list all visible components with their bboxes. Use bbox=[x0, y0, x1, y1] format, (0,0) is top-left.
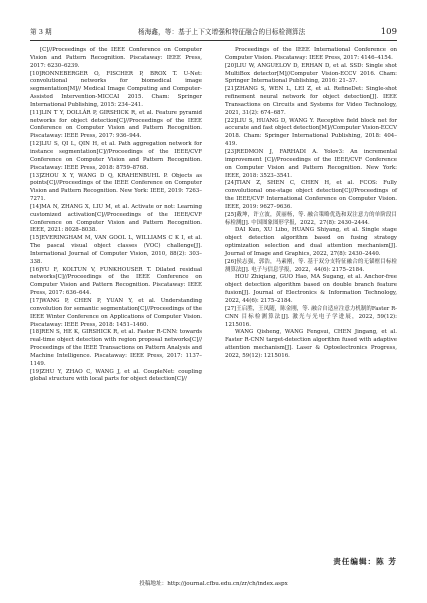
reference-text: ZHU Y, ZHAO C, WANG J, et al. CoupleNet: coupling global structure with local parts for object detection[C]// bbox=[30, 368, 202, 383]
reference-text: ZHANG S, WEN L, LEI Z, et al. RefineDet: Single-shot refinement neural network for object detection[J]. IEEE Transactions on Circuits and Systems for Video Technology, 2021, 31(2): 674–687. bbox=[225, 86, 397, 116]
reference-text: REN S, HE K, GIRSHICK R, et al. Faster R-CNN: towards real-time object detection with region proposal networks[C]// Proceedings of the IEEE Transactions on Pattern Analysis and Machine Intelligence. Piscataway: IEEE Press, 2017: 1137–1149. bbox=[30, 329, 202, 367]
reference-entry bbox=[30, 71, 202, 110]
reference-number: [11] bbox=[30, 109, 42, 116]
reference-text: 侯志强，郭浩，马素刚，等. 基于双分支特征融合的无锚框目标检测算法[J]. 电子与信息学报，2022，44(6): 2175–2184. bbox=[225, 258, 397, 273]
reference-entry bbox=[225, 329, 397, 360]
reference-text: LIU S, HUANG D, WANG Y. Receptive field block net for accurate and fast object detection[M]//Computer Vision-ECCV 2018. Cham: Springer International Publishing, 2018: 404–419. bbox=[225, 117, 397, 148]
reference-text: WANG P, CHEN P, YUAN Y, et al. Understanding convolution for semantic segmentation[C]//Proceedings of the IEEE Winter Conference on Applications of Computer Vision. Piscataway: IEEE Press, 2018: 1451–1460. bbox=[30, 298, 202, 328]
reference-text: YU F, KOLTUN V, FUNKHOUSER T. Dilated residual networks[C]//Proceedings of the IEEE Conference on Computer Vision and Pattern Recognition. Piscataway: IEEE Press, 2017: 636–644. bbox=[30, 266, 202, 297]
reference-number: [12] bbox=[30, 141, 42, 148]
reference-number: [23] bbox=[225, 148, 237, 155]
reference-entry bbox=[30, 141, 202, 172]
reference-text: LIN T Y, DOLLÁR P, GIRSHICK R, et al. Feature pyramid networks for object detection[C]//Proceedings of the IEEE Conference on Computer Vision and Pattern Recognition. Piscataway: IEEE Press, 2017: 936–944. bbox=[30, 109, 202, 140]
references-left-column bbox=[30, 47, 202, 384]
reference-entry bbox=[225, 86, 397, 117]
reference-number: [10] bbox=[30, 70, 42, 77]
reference-entry bbox=[225, 306, 397, 330]
reference-entry bbox=[30, 204, 202, 235]
reference-number: [22] bbox=[225, 117, 237, 124]
reference-entry bbox=[30, 298, 202, 329]
page-header bbox=[30, 26, 397, 38]
reference-number: [25] bbox=[225, 211, 237, 218]
reference-number: [19] bbox=[30, 368, 42, 375]
page-number: 109 bbox=[380, 27, 397, 37]
reference-entry bbox=[30, 110, 202, 141]
reference-number: [13] bbox=[30, 172, 42, 179]
reference-entry bbox=[225, 47, 397, 63]
reference-entry bbox=[225, 63, 397, 87]
reference-number: [14] bbox=[30, 203, 42, 210]
reference-entry bbox=[30, 329, 202, 368]
reference-number: [26] bbox=[225, 258, 237, 265]
reference-entry bbox=[225, 149, 397, 180]
reference-entry bbox=[225, 118, 397, 149]
reference-text: RONNEBERGER O, FISCHER P, BROX T. U-Net: convolutional networks for biomedical image segmentation[M]// Medical Image Computing and Computer-Assisted Intervention-MICCAI 2015. Cham: Springer International Publishing, 2015: 234–241. bbox=[30, 70, 202, 108]
reference-number: [17] bbox=[30, 298, 42, 304]
reference-number: [21] bbox=[225, 86, 237, 93]
reference-entry bbox=[30, 235, 202, 266]
reference-text: HOU Zhiqiang, GUO Hao, MA Sugang, et al. Anchor-free object detection algorithm based on double branch feature fusion[J]. Journal of Electronics & Information Technology, 2022, 44(6): 2175–2184. bbox=[225, 274, 397, 304]
submission-url-footer: 投稿地址：http://journal.cfbu.edu.cn/zr/ch/index.aspx bbox=[139, 581, 288, 587]
editor-credit: 责任编辑：陈 芳 bbox=[333, 557, 397, 566]
reference-text: WANG Qisheng, WANG Fengsui, CHEN Jingang, et al. Faster R-CNN target-detection algorithm fused with adaptive attention mechanism[J]. Laser & Optoelectronics Progress, 2022, 59(12): 1215016. bbox=[225, 329, 397, 359]
reference-text: MA N, ZHANG X, LIU M, et al. Activate or not: Learning customized activation[C]//Proceedings of the IEEE/CVF Conference on Computer Vision and Pattern Recognition. IEEE, 2021: 8028–8038. bbox=[30, 203, 202, 234]
reference-number: [15] bbox=[30, 235, 42, 242]
reference-text: Proceedings of the IEEE International Conference on Computer Vision. Piscataway: IEEE Press, 2017: 4146–4154. bbox=[225, 47, 397, 61]
reference-entry bbox=[30, 267, 202, 298]
reference-text: 王启胜，王凤随，陈金刚，等. 融合自适应注意力机制的Faster R-CNN 目标检测算法[J]. 激光与光电子学进展，2022, 59(12): 1215016. bbox=[225, 305, 397, 328]
reference-number: [24] bbox=[225, 180, 237, 187]
reference-number: [20] bbox=[225, 62, 237, 69]
reference-entry bbox=[225, 259, 397, 275]
reference-text: [C]//Proceedings of the IEEE Conference on Computer Vision and Pattern Recognition. Piscataway: IEEE Press, 2017: 6230–6239. bbox=[30, 47, 202, 69]
reference-entry bbox=[30, 369, 202, 385]
reference-number: [18] bbox=[30, 329, 42, 336]
reference-entry bbox=[225, 227, 397, 258]
reference-text: LIU W, ANGUELOV D, ERHAN D, et al. SSD: Single shot MultiBox detector[M]//Computer Vision-ECCV 2016. Cham: Springer International Publishing, 2016: 21–37. bbox=[225, 62, 397, 85]
reference-text: REDMON J, FARHADI A. Yolov3: An incremental improvement [C]//Proceedings of the IEEE/CVF Conference on Computer Vision and Pattern Recognition. New York: IEEE, 2018: 3523–3541. bbox=[225, 148, 397, 179]
reference-entry bbox=[225, 212, 397, 228]
reference-number: [27] bbox=[225, 305, 237, 312]
reference-text: DAI Kun, XU Libo, HUANG Shiyang, et al. Single stage object detection algorithm based on fusing strategy optimization selection and dual attention mechanism[J]. Journal of Image and Graphics, 2022, 27(8): 2430–2440. bbox=[225, 227, 397, 257]
header-rule bbox=[30, 40, 397, 41]
references-right-column bbox=[225, 47, 397, 361]
reference-number: [16] bbox=[30, 266, 42, 273]
reference-text: 戴坤，许立波，黄丽杨，等. 融合策略优选和双注意力的单阶段目标检测[J]. 中国图象图形学报，2022，27(8): 2430–2444. bbox=[225, 211, 397, 226]
reference-text: LIU S, QI L, QIN H, et al. Path aggregation network for instance segmentation[C]//Proceedings of the IEEE/CVF Conference on Computer Vision and Pattern Recognition. Piscataway: IEEE Press, 2018: 8759–8768. bbox=[30, 141, 202, 171]
reference-text: EVERINGHAM M, VAN GOOL L, WILLIAMS C K I, et al. The pascal visual object classes (VOC) challenge[J]. International Journal of Computer Vision, 2010, 88(2): 303–338. bbox=[30, 235, 202, 265]
reference-text: TIAN Z, SHEN C, CHEN H, et al. FCOS: Fully convolutional one-stage object detection[C]//Proceedings of the IEEE/CVF International Conference on Computer Vision. IEEE, 2019: 9627–9636. bbox=[225, 180, 397, 210]
reference-text: ZHOU X Y, WANG D Q, KRAHENBUHL P. Objects as points[C]//Proceedings of the IEEE Conference on Computer Vision and Pattern Recognition. New York: IEEE, 2019: 7263–7271. bbox=[30, 172, 202, 203]
reference-entry bbox=[30, 173, 202, 204]
reference-entry bbox=[225, 274, 397, 305]
reference-entry bbox=[30, 47, 202, 71]
issue-label: 第 3 期 bbox=[30, 28, 52, 36]
running-title: 杨海鑫，等：基于上下文增强和特征融合的目标检测算法 bbox=[138, 28, 306, 36]
reference-entry bbox=[225, 180, 397, 211]
